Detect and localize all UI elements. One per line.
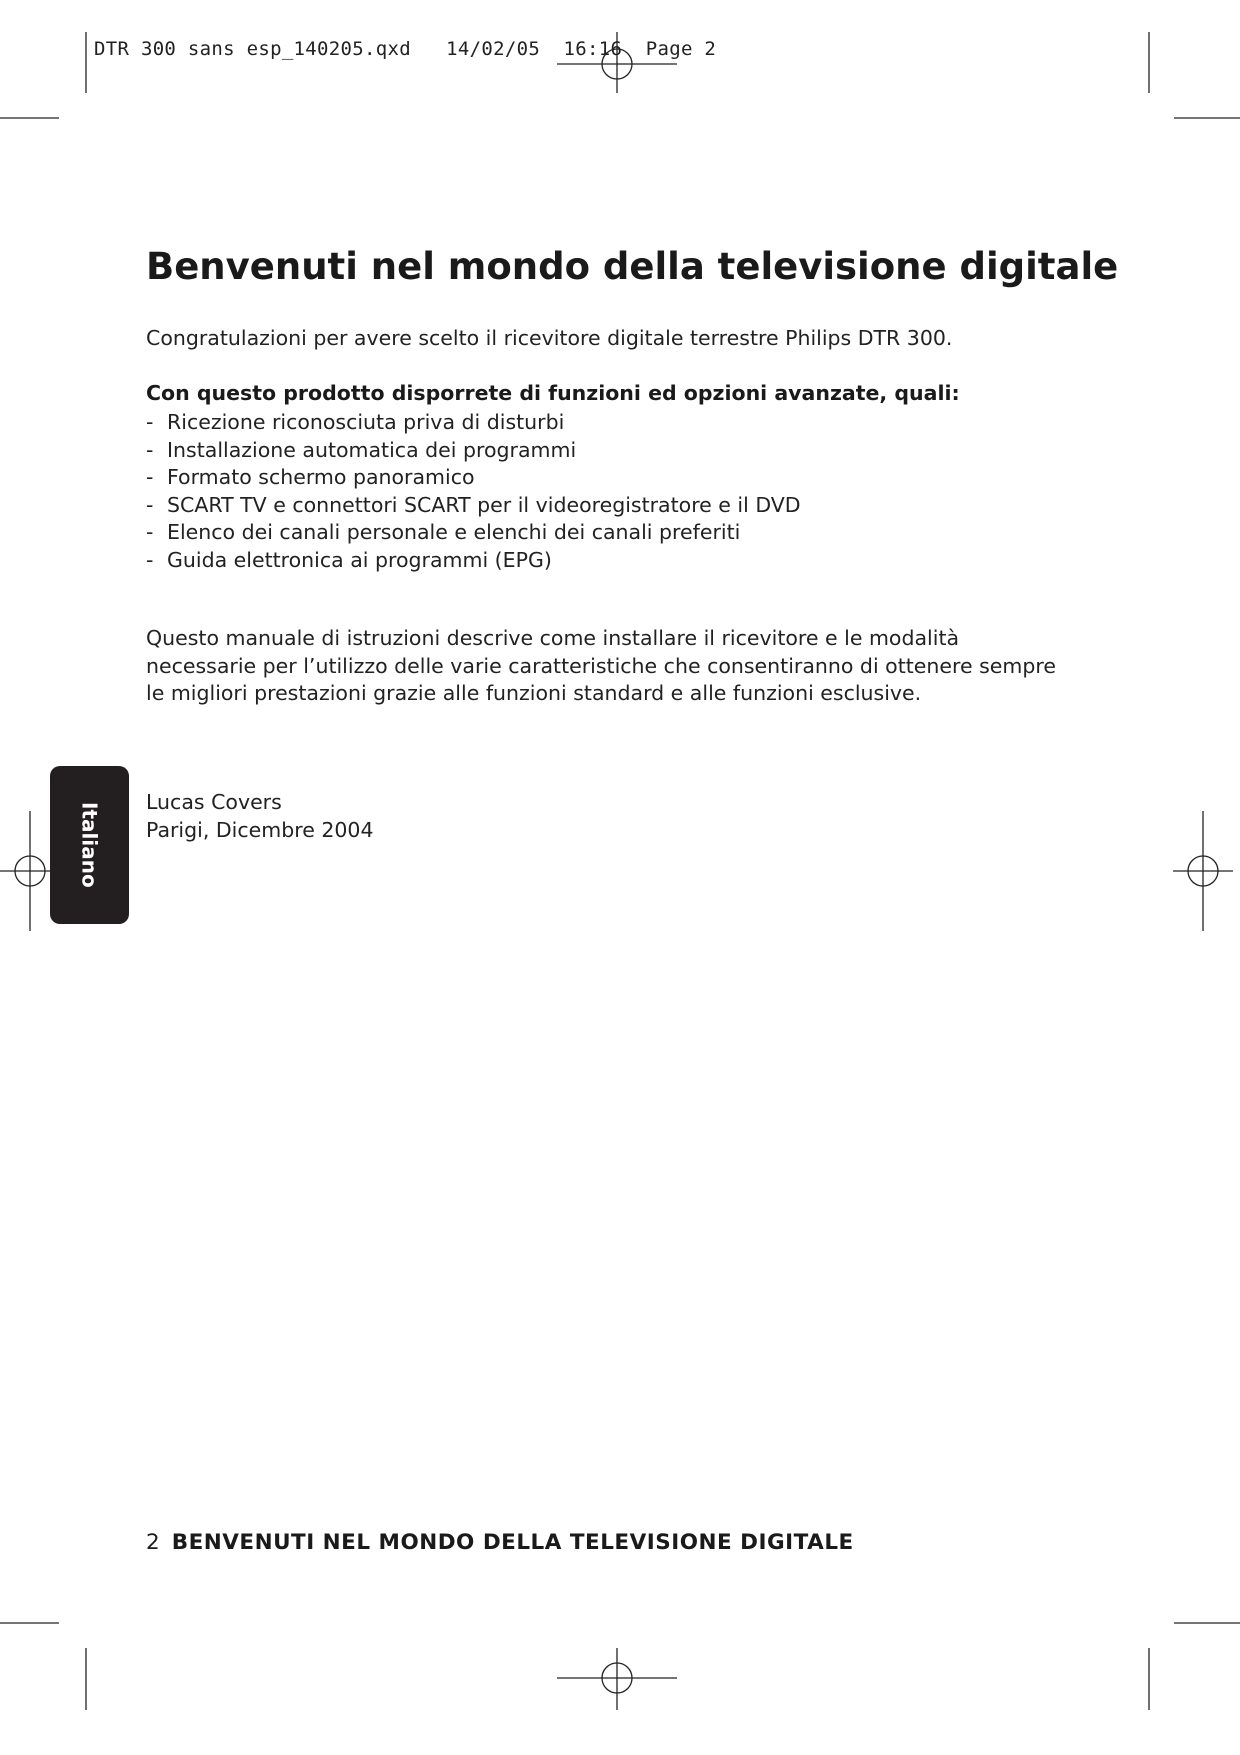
signature-block [146,789,374,844]
language-tab [50,766,129,924]
print-slug-line: DTR 300 sans esp_140205.qxd 14/02/05 16:16 Page 2 [94,38,717,60]
registration-mark-right [1173,811,1233,931]
list-item: - SCART TV e connettori SCART per il videoregistratore e il DVD [146,492,801,517]
registration-mark-bottom [557,1648,677,1710]
features-list [146,409,801,574]
features-heading: Con questo prodotto disporrete di funzioni ed opzioni avanzate, quali: [146,381,960,405]
language-tab-label: Italiano [77,802,102,888]
list-item: - Guida elettronica ai programmi (EPG) [146,547,552,572]
registration-mark-top [557,32,677,93]
footer-section-title: BENVENUTI NEL MONDO DELLA TELEVISIONE DIGITALE [171,1530,854,1555]
page-number: 2 [146,1530,160,1555]
intro-paragraph: Congratulazioni per avere scelto il ricevitore digitale terrestre Philips DTR 300. [146,326,953,350]
list-item: - Formato schermo panoramico [146,465,475,489]
signature-place-date: Parigi, Dicembre 2004 [146,817,374,842]
list-item: - Installazione automatica dei programmi [146,437,577,462]
page-footer [146,1530,854,1555]
description-paragraph: Questo manuale di istruzioni descrive come installare il ricevitore e le modalità necessarie per l’utilizzo delle varie caratteristiche che consentiranno di ottenere sempre le migliori prestazioni grazie alle funzioni standard e alle funzioni esclusive. [146,626,1056,705]
page-title: Benvenuti nel mondo della televisione digitale [146,245,1119,288]
signature-name: Lucas Covers [146,790,282,814]
list-item: - Elenco dei canali personale e elenchi dei canali preferiti [146,520,741,544]
list-item: - Ricezione riconosciuta priva di disturbi [146,410,565,434]
